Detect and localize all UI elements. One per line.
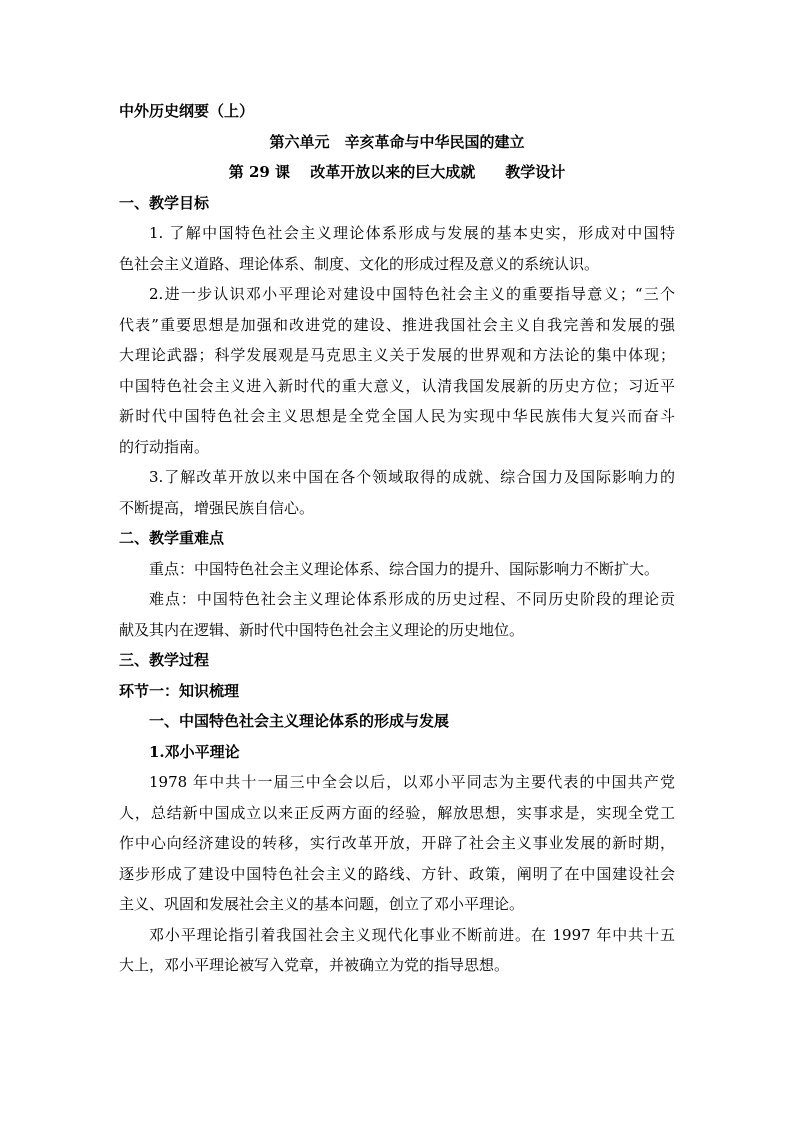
lesson-title: 第 29 课 改革开放以来的巨大成就 教学设计: [228, 163, 566, 181]
text-line: 2.进一步认识邓小平理论对建设中国特色社会主义的重要指导意义；“三个: [149, 285, 675, 303]
text-line: 作中心向经济建设的转移，实行改革开放，开辟了社会主义事业发展的新时期，: [119, 834, 675, 852]
deng-theory-paragraph-1: [119, 767, 675, 920]
goal-2-paragraph: [119, 279, 675, 462]
deng-theory-paragraph-2: [119, 920, 675, 981]
goal-3-paragraph: [119, 462, 675, 523]
text-line: 大理论武器；科学发展观是马克思主义关于发展的世界观和方法论的集中体现；: [119, 346, 675, 364]
text-line: 大上，邓小平理论被写入党章，并被确立为党的指导思想。: [119, 956, 510, 974]
subsection-1-1-heading: 1.邓小平理论: [149, 742, 240, 761]
step-1-heading: 环节一：知识梳理: [119, 681, 240, 700]
unit-title: 第六单元 辛亥革命与中华民国的建立: [269, 132, 525, 151]
text-line: 的行动指南。: [119, 437, 210, 456]
text-line: 代表”重要思想是加强和改进党的建设、推进我国社会主义自我完善和发展的强: [119, 315, 675, 334]
goal-1-paragraph: [119, 218, 675, 279]
text-line: 邓小平理论指引着我国社会主义现代化事业不断前进。在 1997 年中共十五: [149, 925, 675, 944]
text-line: 1978 年中共十一届三中全会以后，以邓小平同志为主要代表的中国共产党: [149, 773, 675, 791]
difficult-point-paragraph: [119, 584, 675, 645]
text-line: 3.了解改革开放以来中国在各个领域取得的成就、综合国力及国际影响力的: [149, 468, 675, 486]
document-page: [119, 96, 675, 981]
text-line: 人，总结新中国成立以来正反两方面的经验，解放思想，实事求是，实现全党工: [119, 803, 675, 822]
section-goals-heading: 一、教学目标: [119, 193, 210, 212]
section-process-heading: 三、教学过程: [119, 651, 210, 669]
text-line: 色社会主义道路、理论体系、制度、文化的形成过程及意义的系统认识。: [119, 254, 600, 273]
text-line: 献及其内在逻辑、新时代中国特色社会主义理论的历史地位。: [119, 620, 525, 639]
text-line: 主义、巩固和发展社会主义的基本问题，创立了邓小平理论。: [119, 895, 525, 913]
text-line: 难点：中国特色社会主义理论体系形成的历史过程、不同历史阶段的理论贡: [149, 590, 675, 608]
text-line: 新时代中国特色社会主义思想是全党全国人民为实现中华民族伟大复兴而奋斗: [119, 407, 675, 425]
key-point-paragraph: [119, 554, 675, 585]
text-line: 1. 了解中国特色社会主义理论体系形成与发展的基本史实，形成对中国特: [149, 224, 675, 242]
text-line: 中国特色社会主义进入新时代的重大意义，认清我国发展新的历史方位；习近平: [119, 376, 675, 395]
text-line: 不断提高，增强民族自信心。: [119, 498, 315, 517]
section-key-heading: 二、教学重难点: [119, 529, 225, 547]
text-line: 逐步形成了建设中国特色社会主义的路线、方针、政策，阐明了在中国建设社会: [119, 864, 675, 883]
book-title: 中外历史纲要（上）: [119, 102, 255, 120]
text-line: 重点：中国特色社会主义理论体系、综合国力的提升、国际影响力不断扩大。: [149, 559, 660, 578]
subsection-1-heading: 一、中国特色社会主义理论体系的形成与发展: [149, 712, 450, 730]
